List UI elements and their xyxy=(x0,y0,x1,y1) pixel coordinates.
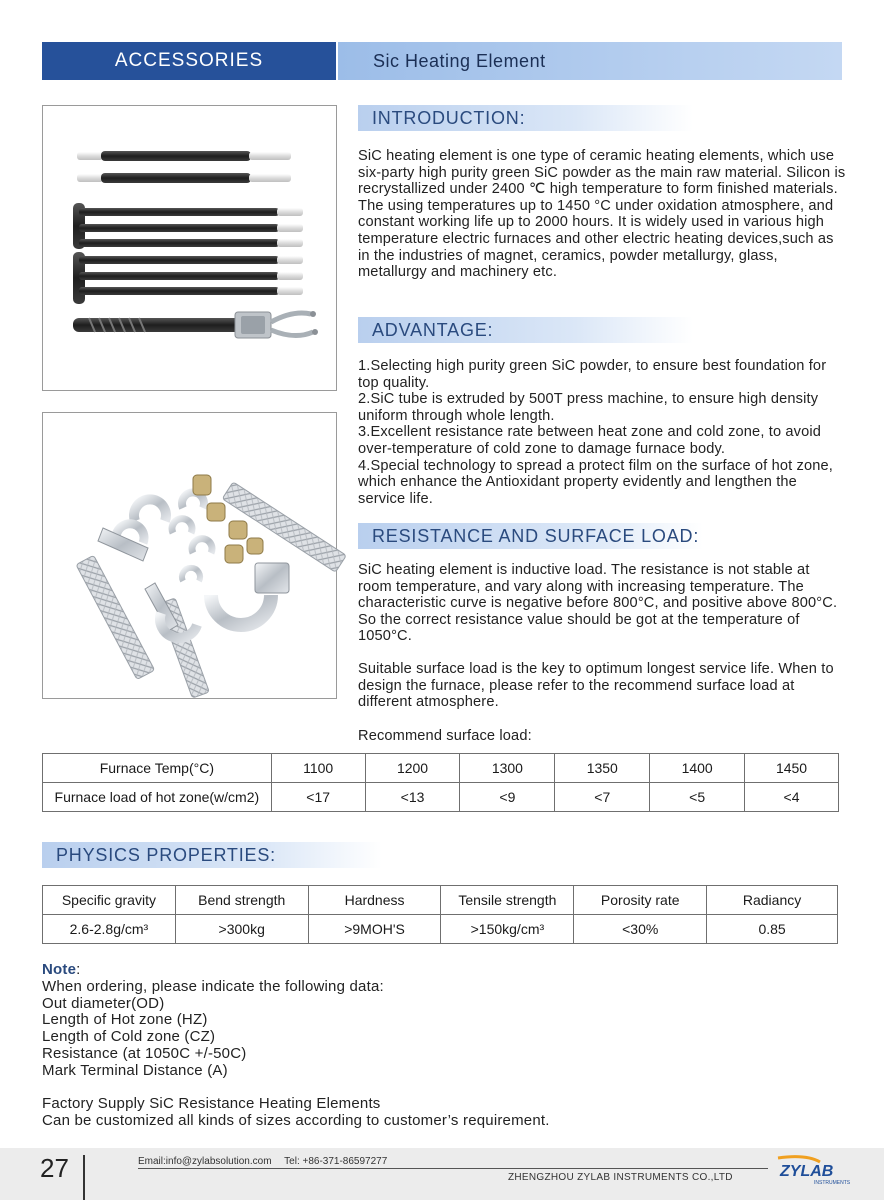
svg-text:INSTRUMENTS: INSTRUMENTS xyxy=(814,1180,851,1186)
table-cell: 1100 xyxy=(271,754,365,783)
factory-line: Factory Supply SiC Resistance Heating Elements xyxy=(42,1095,381,1112)
heating-rods-illustration xyxy=(43,106,336,390)
table-cell: <7 xyxy=(555,783,650,812)
note-line: Length of Cold zone (CZ) xyxy=(42,1028,216,1046)
heating-elements-photo xyxy=(42,105,337,391)
ordering-note xyxy=(42,962,842,1080)
table-cell: 1350 xyxy=(555,754,650,783)
note-colon: : xyxy=(76,961,81,978)
table-row xyxy=(43,915,838,944)
physics-heading: PHYSICS PROPERTIES: xyxy=(42,842,382,868)
note-title: Note xyxy=(42,961,77,978)
table-header-cell: Bend strength xyxy=(175,886,308,915)
product-header: Sic Heating Element xyxy=(338,42,842,80)
note-line: Out diameter(OD) xyxy=(42,994,165,1012)
factory-line: Can be customized all kinds of sizes according to customer’s requirement. xyxy=(42,1112,550,1129)
page-footer xyxy=(0,1148,884,1200)
introduction-heading: INTRODUCTION: xyxy=(358,105,693,131)
table-cell: 1200 xyxy=(365,754,460,783)
tel-text: Tel: +86-371-86597277 xyxy=(284,1156,388,1167)
table-cell: 1400 xyxy=(650,754,745,783)
table-header-cell: Specific gravity xyxy=(43,886,176,915)
note-line: Resistance (at 1050C +/-50C) xyxy=(42,1044,247,1062)
page-number: 27 xyxy=(40,1153,69,1183)
note-line: Mark Terminal Distance (A) xyxy=(42,1061,228,1079)
recommend-label: Recommend surface load: xyxy=(358,728,532,744)
advantage-item: 2.SiC tube is extruded by 500T press machine, to ensure high density uniform through whole length. xyxy=(358,391,819,424)
surface-load-table xyxy=(42,753,839,812)
advantage-item: 3.Excellent resistance rate between heat zone and cold zone, to avoid over-temperature of cold zone to damage furnace body. xyxy=(358,424,822,457)
footer-rule xyxy=(138,1168,768,1169)
table-cell: Furnace load of hot zone(w/cm2) xyxy=(43,783,272,812)
table-cell: <30% xyxy=(574,915,707,944)
svg-text:ZYLAB: ZYLAB xyxy=(780,1163,834,1180)
table-header-cell: Tensile strength xyxy=(441,886,574,915)
table-cell: 1450 xyxy=(745,754,839,783)
table-cell: >9MOH'S xyxy=(308,915,441,944)
advantage-item: 4.Special technology to spread a protect film on the surface of hot zone, which enhance the Antioxidant property evidently and lengthen the service life. xyxy=(358,457,833,507)
introduction-text: SiC heating element is one type of ceramic heating elements, which use six-party high purity green SiC powder as the main raw material. Silicon is recrystallized under 2400 ℃ high temperature to form finished materials. The using temperatures up to 1450 °C under oxidation atmosphere, and constant working life up to 2000 hours. It is widely used in various high temperature electric furnaces and other electric heating devices,such as in the industries of magnet, ceramics, powder metallurgy, glass, metallurgy and machinery etc. xyxy=(358,148,846,281)
table-header-cell: Radiancy xyxy=(707,886,838,915)
advantage-list xyxy=(358,358,846,507)
table-header-cell: Porosity rate xyxy=(574,886,707,915)
advantage-item: 1.Selecting high purity green SiC powder, to ensure best foundation for top quality. xyxy=(358,358,827,391)
table-cell: 1300 xyxy=(460,754,555,783)
note-line: When ordering, please indicate the following data: xyxy=(42,977,384,995)
table-cell: <9 xyxy=(460,783,555,812)
surface-load-text: Suitable surface load is the key to optimum longest service life. When to design the furnace, please refer to the recommend surface load at different atmosphere. xyxy=(358,661,834,711)
zylab-logo-icon xyxy=(776,1156,851,1190)
table-cell: Furnace Temp(°C) xyxy=(43,754,272,783)
note-line: Length of Hot zone (HZ) xyxy=(42,1011,208,1029)
table-row xyxy=(43,783,839,812)
table-row xyxy=(43,754,839,783)
table-cell: <17 xyxy=(271,783,365,812)
category-header: ACCESSORIES xyxy=(42,42,336,80)
table-cell: <5 xyxy=(650,783,745,812)
zylab-logo xyxy=(776,1156,851,1190)
clamps-straps-illustration xyxy=(43,413,336,698)
accessories-photo xyxy=(42,412,337,699)
table-cell: <4 xyxy=(745,783,839,812)
page-divider xyxy=(83,1155,85,1200)
resistance-heading: RESISTANCE AND SURFACE LOAD: xyxy=(358,523,703,549)
table-cell: >150kg/cm³ xyxy=(441,915,574,944)
advantage-heading: ADVANTAGE: xyxy=(358,317,693,343)
table-cell: 0.85 xyxy=(707,915,838,944)
table-cell: 2.6-2.8g/cm³ xyxy=(43,915,176,944)
email-text: Email:info@zylabsolution.com xyxy=(138,1156,272,1167)
table-cell: <13 xyxy=(365,783,460,812)
company-name: ZHENGZHOU ZYLAB INSTRUMENTS CO.,LTD xyxy=(508,1172,733,1183)
table-cell: >300kg xyxy=(175,915,308,944)
resistance-text: SiC heating element is inductive load. The resistance is not stable at room temperature, and vary along with increasing temperature. The characteristic curve is negative before 800°C, and positive above 800°C. So the correct resistance value should be got at the temperature of 1050°C. xyxy=(358,562,838,645)
table-header-cell: Hardness xyxy=(308,886,441,915)
contact-info xyxy=(138,1156,397,1167)
table-header-row xyxy=(43,886,838,915)
physics-table xyxy=(42,885,838,944)
factory-supply-text xyxy=(42,1095,842,1129)
